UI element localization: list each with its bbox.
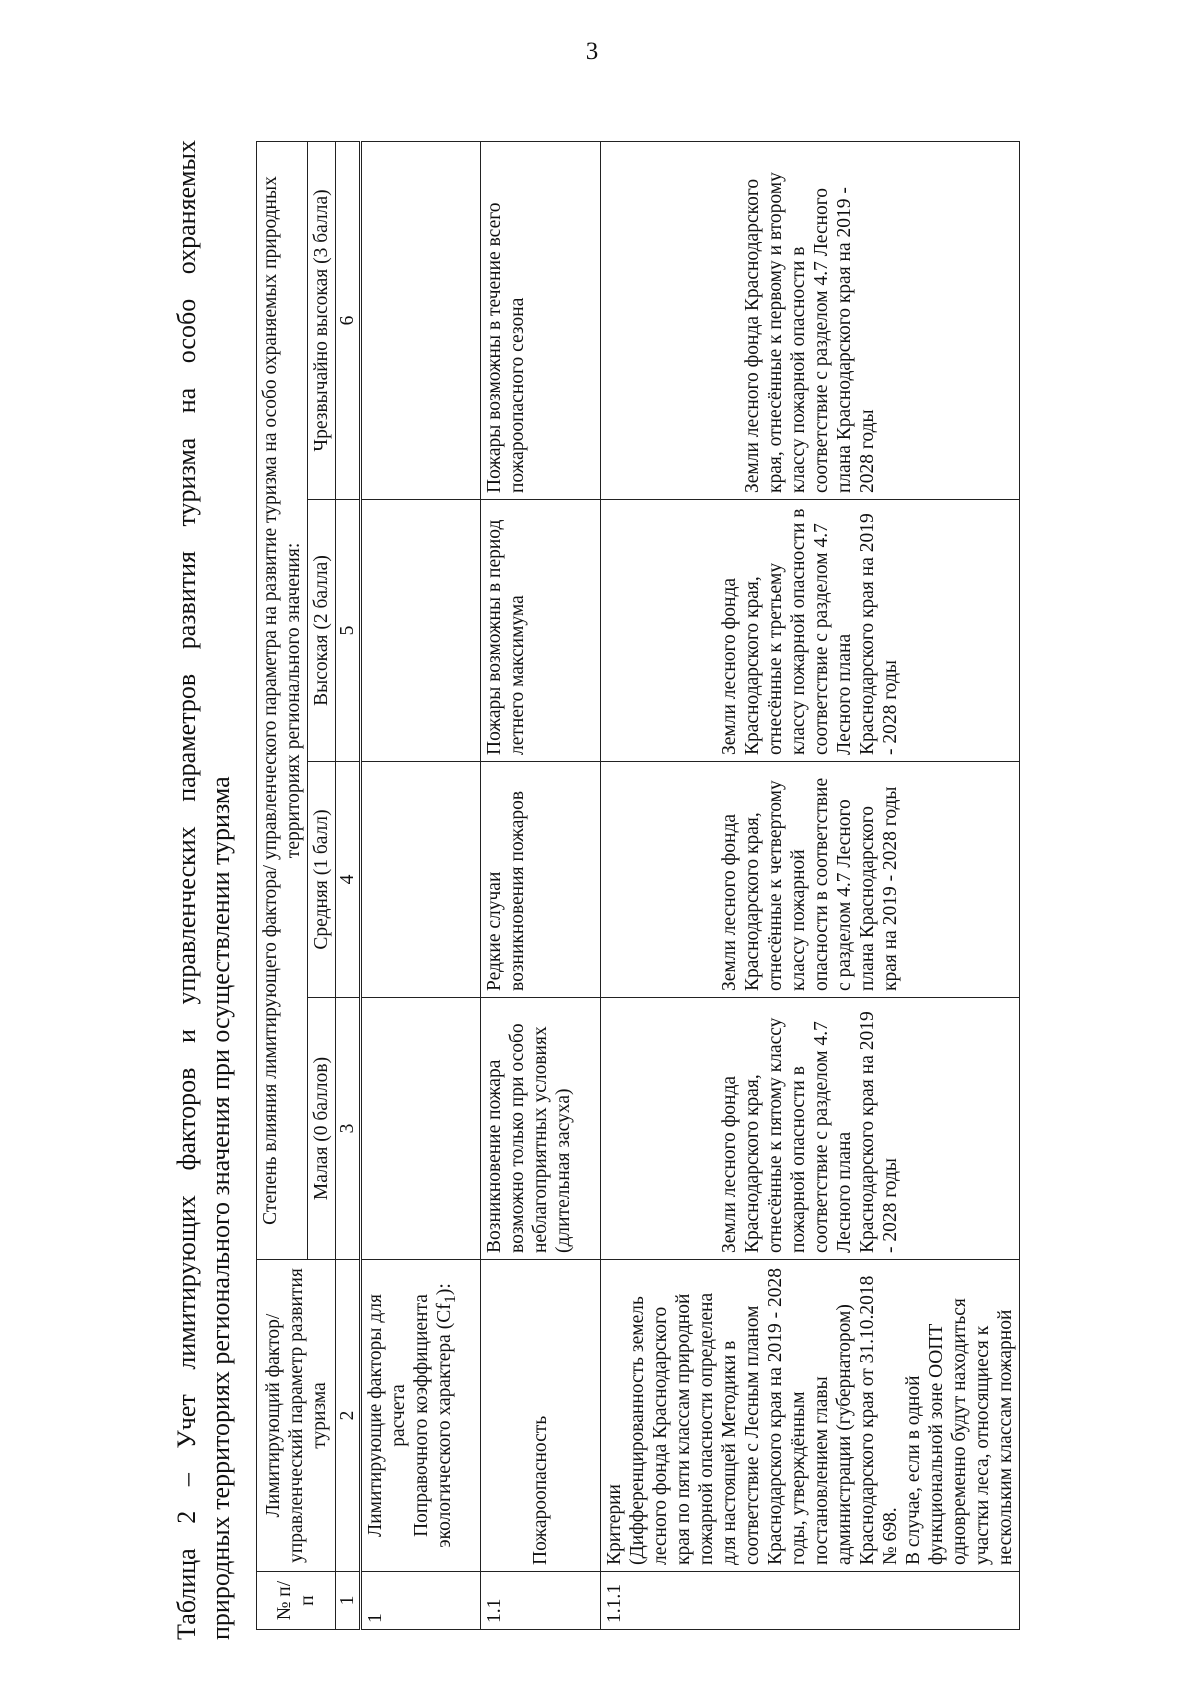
row-num: 1.1 [481, 1572, 601, 1630]
cell-high: Пожары возможны в период летнего максимума [481, 500, 601, 762]
cell-extreme [361, 141, 481, 499]
header-high: Высокая (2 балла) [308, 500, 336, 762]
column-number: 6 [336, 141, 361, 499]
cell-extreme: Земли лесного фонда Краснодарского края, отнесённые к первому и второму классу пожарной опасности в соответствие с разделом 4.7 Лесного плана Краснодарского края на 2019 - 2028 годы [601, 141, 1020, 499]
table-row [361, 141, 481, 1629]
header-degree: Степень влияния лимитирующего фактора/ управленческого параметра на развитие туризма на особо охраняемых природных территориях регионального значения: [257, 141, 308, 1259]
row-num: 1 [361, 1572, 481, 1630]
column-number: 3 [336, 998, 361, 1260]
column-number: 2 [336, 1260, 361, 1572]
row-factor [601, 1260, 1020, 1572]
cell-medium: Редкие случаи возникновения пожаров [481, 762, 601, 998]
factor-text: Поправочного коэффициента экологического характера (Cf [411, 1294, 455, 1548]
caption-line-2: природных территориях регионального значения при осуществлении туризма [206, 776, 235, 1640]
column-number-row [336, 141, 361, 1629]
row-factor: Пожароопасность [481, 1260, 601, 1572]
cell-medium: Земли лесного фонда Краснодарского края, отнесённые к четвертому классу пожарной опасности в соответствие с разделом 4.7 Лесного плана Краснодарского края на 2019 - 2028 годы [601, 762, 1020, 998]
header-medium: Средняя (1 балл) [308, 762, 336, 998]
table-caption [170, 140, 238, 1640]
table-row [601, 141, 1020, 1629]
header-extreme: Чрезвычайно высокая (3 балла) [308, 141, 336, 499]
header-num: № п/п [257, 1572, 336, 1630]
column-number: 5 [336, 500, 361, 762]
cell-high [361, 500, 481, 762]
cell-medium [361, 762, 481, 998]
factor-subscript: 1 [440, 1295, 459, 1304]
header-low: Малая (0 баллов) [308, 998, 336, 1260]
page-number: 3 [585, 38, 599, 65]
factor-line-b [410, 1266, 462, 1565]
cell-low: Земли лесного фонда Краснодарского края, отнесённые к пятому классу пожарной опасности в соответствие с разделом 4.7 Лесного плана Краснодарского края на 2019 - 2028 годы [601, 998, 1020, 1260]
column-number: 4 [336, 762, 361, 998]
column-number: 1 [336, 1572, 361, 1630]
factors-table [256, 141, 1020, 1630]
row-num: 1.1.1 [601, 1572, 1020, 1630]
row-factor [361, 1260, 481, 1572]
cell-extreme: Пожары возможны в течение всего пожароопасного сезона [481, 141, 601, 499]
rotated-page-content [170, 140, 1170, 1640]
factor-tail: ): [434, 1283, 455, 1296]
cell-low [361, 998, 481, 1260]
criteria-text: (Дифференцированность земель лесного фонда Краснодарского края по пяти классам природной пожарной опасности определена для настоящей Методики в соответствие с Лесным планом Краснодарского края на 2019 - 2028 годы, утверждённым постановлением главы администрации (губернатором) Краснодарского края от 31.10.2018 № 698. [627, 1268, 901, 1565]
factor-line-a: Лимитирующие факторы для расчета [365, 1293, 409, 1538]
cell-low: Возникновение пожара возможно только при особо неблагоприятных условиях (длительная засуха) [481, 998, 601, 1260]
header-row-1 [257, 141, 308, 1629]
header-factor: Лимитирующий фактор/управленческий параметр развития туризма [257, 1260, 336, 1572]
cell-high: Земли лесного фонда Краснодарского края, отнесённые к третьему классу пожарной опасности в соответствие с разделом 4.7 Лесного плана Краснодарского края на 2019 - 2028 годы [601, 500, 1020, 762]
criteria-note: В случае, если в одной функциональной зоне ООПТ одновременно будут находиться участки леса, относящиеся к нескольким классам пожарной [903, 1298, 1016, 1565]
criteria-title: Критерии [604, 1484, 625, 1565]
caption-line-1: Таблица 2 – Учет лимитирующих факторов и управленческих параметров развития туризма на особо охраняемых [172, 140, 201, 1640]
table-row [481, 141, 601, 1629]
